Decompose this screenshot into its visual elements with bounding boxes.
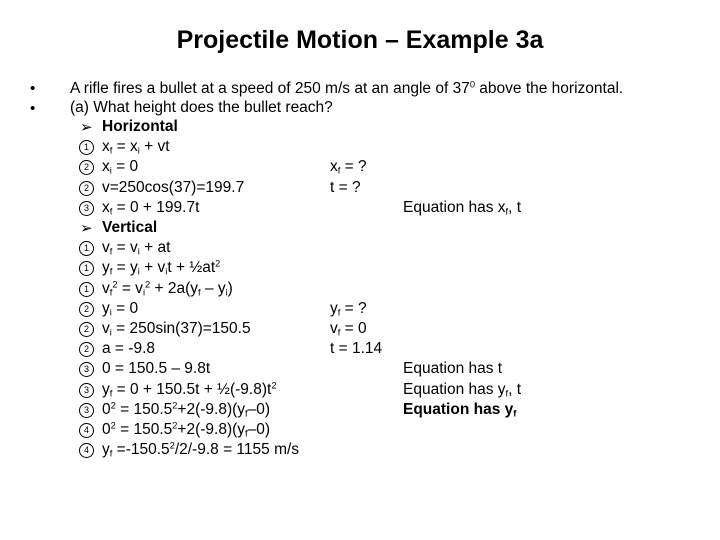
solution-row: [0, 421, 720, 441]
step-equation: Vertical: [102, 219, 158, 236]
step-number-badge: 3: [79, 362, 94, 377]
step-number-badge: 3: [79, 403, 94, 418]
solution-row: [0, 138, 720, 158]
step-number-badge: 2: [79, 302, 94, 317]
step-number-badge: 3: [79, 201, 94, 216]
step-note: Equation has $y_f$, t: [403, 380, 522, 398]
step-number-badge: 2: [79, 322, 94, 337]
step-equation: $v_i = 250\sin(37)=150.5$: [102, 320, 251, 338]
solution-row: [0, 441, 720, 461]
solution-row: [0, 280, 720, 300]
solution-row: [0, 118, 720, 138]
arrow-bullet-icon: ➢: [80, 220, 93, 237]
step-equation: $v_f = v_i$ + at: [102, 239, 171, 257]
step-note: Equation has $x_f$, t: [403, 198, 522, 217]
solution-row: [0, 381, 720, 401]
step-equation: $x_i = 0$: [102, 158, 139, 176]
step-number-badge: 2: [79, 160, 94, 175]
step-number-badge: 4: [79, 443, 94, 458]
step-number-badge: 3: [79, 383, 94, 398]
step-equation: a = -9.8: [102, 340, 155, 358]
problem-question: (a) What height does the bullet reach?: [70, 99, 333, 116]
solution-row: [0, 401, 720, 421]
problem-statement: A rifle fires a bullet at a speed of 250 m/s at an angle of $37^0$ above the horizontal.: [70, 79, 624, 97]
step-number-badge: 2: [79, 342, 94, 357]
step-note: Equation has t: [403, 360, 503, 378]
step-unknowns: $y_f$ = ?: [330, 299, 367, 318]
solution-row: [0, 320, 720, 340]
step-equation: $y_i = 0$: [102, 299, 139, 318]
step-equation: $v_f^2 = v_i^2 + 2a(y_f - y_i)$: [102, 279, 233, 297]
step-equation: $y_f = 0 + 150.5t$ + $\frac{1}{2}(-9.8)t^2$: [102, 380, 277, 398]
step-unknowns: t = 1.14: [330, 340, 383, 358]
step-number-badge: 1: [79, 282, 94, 297]
step-number-badge: 1: [79, 241, 94, 256]
solution-row: [0, 300, 720, 320]
solution-row: [0, 158, 720, 178]
step-number-badge: 1: [79, 261, 94, 276]
bullet-dot-icon: •: [30, 100, 36, 117]
solution-row: [0, 360, 720, 380]
solution-row: [0, 239, 720, 259]
step-equation: $x_f = 0 + 199.7t$: [102, 198, 200, 217]
step-note: Equation has $y_f$: [403, 400, 517, 419]
solution-row: [0, 219, 720, 239]
bullet-dot-icon: •: [30, 80, 36, 97]
step-number-badge: 2: [79, 181, 94, 196]
solution-row: [0, 179, 720, 199]
step-equation: $0^2 = 150.5^2+2(-9.8)(y_f-0)$: [102, 420, 271, 439]
step-equation: $0^2 = 150.5^2+2(-9.8)(y_f-0)$: [102, 400, 271, 419]
step-equation: 0 = 150.5 – 9.8t: [102, 360, 211, 378]
step-equation: $x_f = x_i$ + vt: [102, 138, 170, 156]
solution-row: [0, 259, 720, 279]
arrow-bullet-icon: ➢: [80, 119, 93, 136]
step-equation: $y_f =-150.5^2/2/-9.8 = 1155$ m/s: [102, 440, 300, 459]
step-number-badge: 4: [79, 423, 94, 438]
step-unknowns: $v_f = 0$: [330, 320, 367, 338]
step-equation: $y_f = y_i + v_it$ + $\frac{1}{2}at^2$: [102, 258, 221, 277]
slide-title: Projectile Motion – Example 3a: [176, 26, 544, 54]
solution-row: [0, 199, 720, 219]
step-number-badge: 1: [79, 140, 94, 155]
step-equation: Horizontal: [102, 118, 178, 135]
step-unknowns: t = ?: [330, 178, 361, 196]
step-unknowns: $x_f$ = ?: [330, 158, 367, 176]
solution-row: [0, 340, 720, 360]
step-equation: v=250cos(37)=199.7: [102, 178, 245, 196]
